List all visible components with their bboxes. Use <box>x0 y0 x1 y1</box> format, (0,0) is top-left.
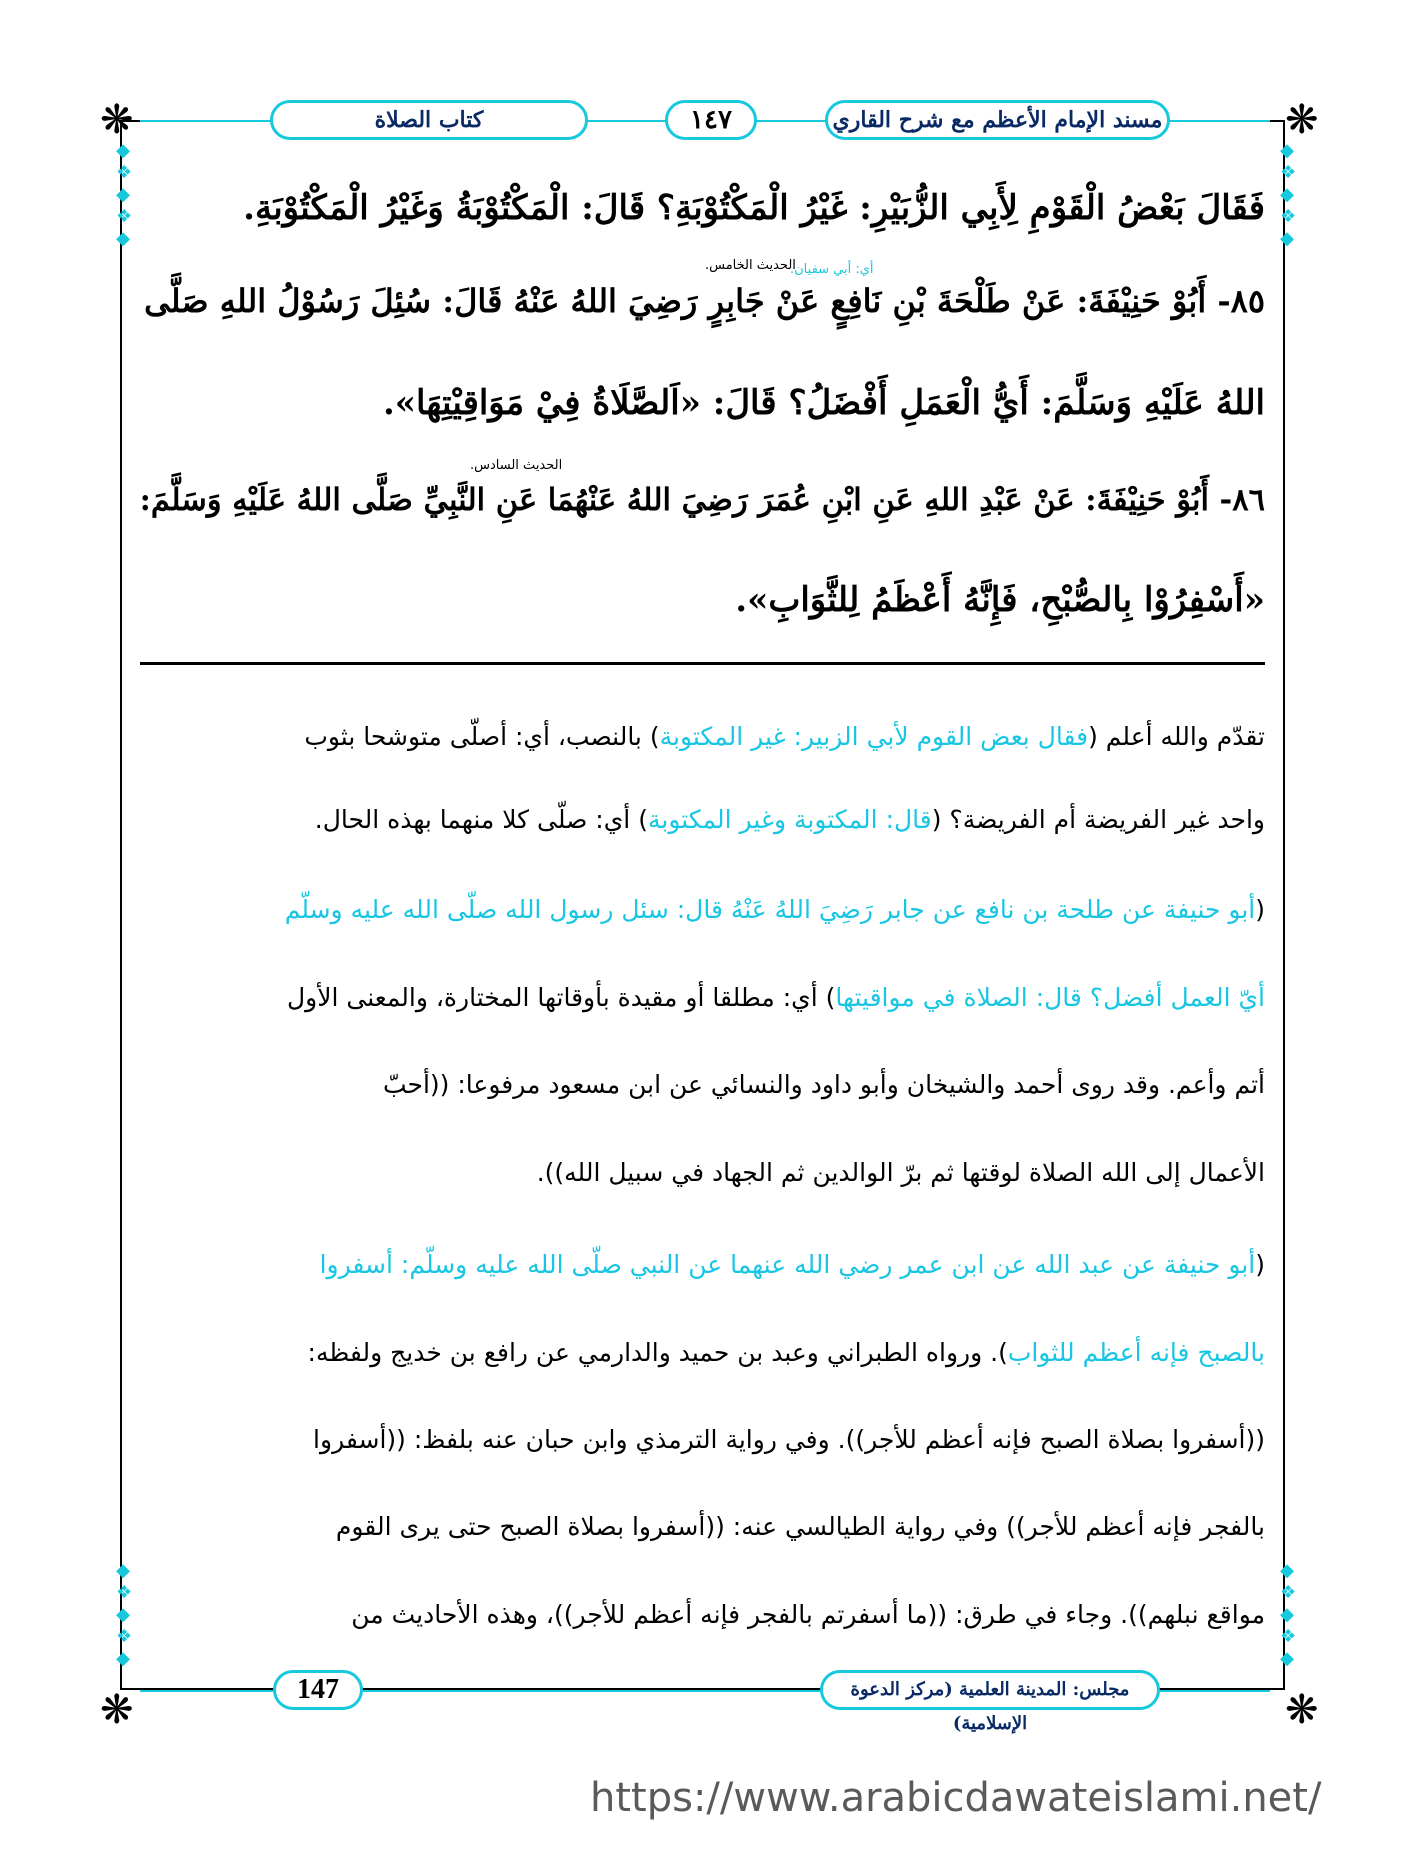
chapter-title: كتاب الصلاة <box>270 100 588 140</box>
publisher-label: مجلس: المدينة العلمية (مركز الدعوة الإسلامية) <box>820 1670 1160 1710</box>
sharh-line: تقدّم والله أعلم (فقال بعض القوم لأبي الزبير: غير المكتوبة) بالنصب، أي: أصلّى متوشحا بثوب <box>304 722 1265 751</box>
sharh-line: واحد غير الفريضة أم الفريضة؟ (قال: المكتوبة وغير المكتوبة) أي: صلّى كلا منهما بهذه الحال. <box>314 805 1265 834</box>
sharh-line: بالفجر فإنه أعظم للأجر)) وفي رواية الطيالسي عنه: ((أسفروا بصلاة الصبح حتى يرى القوم <box>335 1512 1265 1541</box>
footer-rule <box>1160 1690 1270 1692</box>
corner-ornament-icon: ❋ <box>100 1687 134 1733</box>
sharh-line: (أبو حنيفة عن طلحة بن نافع عن جابر رَضِيَ اللهُ عَنْهُ قال: سئل رسول الله صلّى الله عليه وسلّم <box>284 895 1265 924</box>
section-divider <box>140 662 1265 665</box>
sharh-line: الأعمال إلى الله الصلاة لوقتها ثم برّ الوالدين ثم الجهاد في سبيل الله)). <box>536 1158 1265 1187</box>
header-rule <box>588 120 665 122</box>
sharh-line: بالصبح فإنه أعظم للثواب). ورواه الطبراني وعبد بن حميد والدارمي عن رافع بن خديج ولفظه: <box>307 1338 1265 1367</box>
margin-note: أي: أبي سفيان. <box>790 262 874 277</box>
header-rule <box>140 120 270 122</box>
matn-line: «أَسْفِرُوْا بِالصُّبْحِ، فَإِنَّهُ أَعْظَمُ لِلثَّوَابِ». <box>735 580 1265 620</box>
side-ornament-icon: ◆ ❖ ◆ ❖ ◆ <box>1280 1560 1297 1669</box>
footer-rule <box>140 1690 273 1692</box>
corner-ornament-icon: ❋ <box>1285 97 1319 143</box>
sharh-line: ((أسفروا بصلاة الصبح فإنه أعظم للأجر)). وفي رواية الترمذي وابن حبان عنه بلفظ: ((أسفروا <box>313 1425 1265 1454</box>
sharh-line: مواقع نبلهم)). وجاء في طرق: ((ما أسفرتم بالفجر فإنه أعظم للأجر))، وهذه الأحاديث من <box>351 1600 1265 1629</box>
sharh-line: (أبو حنيفة عن عبد الله عن ابن عمر رضي الله عنهما عن النبي صلّى الله عليه وسلّم: أسفروا <box>319 1250 1265 1279</box>
margin-note: الحديث السادس. <box>470 458 563 473</box>
page-number: 147 <box>273 1670 363 1710</box>
side-ornament-icon: ◆ ❖ ◆ ❖ ◆ <box>116 1560 133 1669</box>
matn-line: ٨٥- أَبُوْ حَنِيْفَةَ: عَنْ طَلْحَةَ بْنِ نَافِعٍ عَنْ جَابِرٍ رَضِيَ اللهُ عَنْهُ قَالَ: سُئِلَ رَسُوْلُ اللهِ صَلَّى <box>144 282 1265 320</box>
side-ornament-icon: ◆ ❖ ◆ ❖ ◆ <box>116 140 133 249</box>
watermark-url: https://www.arabicdawateislami.net/ <box>590 1775 1322 1821</box>
book-title: مسند الإمام الأعظم مع شرح القاري <box>825 100 1170 140</box>
matn-line: ٨٦- أَبُوْ حَنِيْفَةَ: عَنْ عَبْدِ اللهِ عَنِ ابْنِ عُمَرَ رَضِيَ اللهُ عَنْهُمَا عَنِ النَّبِيِّ صَلَّى اللهُ عَلَيْهِ وَسَلَّمَ: <box>139 482 1265 518</box>
header-rule <box>1170 120 1270 122</box>
margin-note: الحديث الخامس. <box>705 258 796 273</box>
matn-line: اللهُ عَلَيْهِ وَسَلَّمَ: أَيُّ الْعَمَلِ أَفْضَلُ؟ قَالَ: «اَلصَّلَاةُ فِيْ مَوَاقِيْتِهَا». <box>382 383 1265 423</box>
sharh-line: أيّ العمل أفضل؟ قال: الصلاة في مواقيتها) أي: مطلقا أو مقيدة بأوقاتها المختارة، والمعنى الأول <box>287 983 1265 1012</box>
corner-ornament-icon: ❋ <box>100 97 134 143</box>
sharh-line: أتم وأعم. وقد روى أحمد والشيخان وأبو داود والنسائي عن ابن مسعود مرفوعا: ((أحبّ <box>382 1070 1265 1099</box>
corner-ornament-icon: ❋ <box>1285 1687 1319 1733</box>
side-ornament-icon: ◆ ❖ ◆ ❖ ◆ <box>1280 140 1297 249</box>
footer-rule <box>363 1690 820 1692</box>
page-number-arabic: ١٤٧ <box>665 100 757 140</box>
header-rule <box>757 120 825 122</box>
matn-line: فَقَالَ بَعْضُ الْقَوْمِ لِأَبِي الزُّبَيْرِ: غَيْرُ الْمَكْتُوْبَةِ؟ قَالَ: الْمَكْتُوْبَةُ وَغَيْرُ الْمَكْتُوْبَةِ. <box>243 188 1265 228</box>
